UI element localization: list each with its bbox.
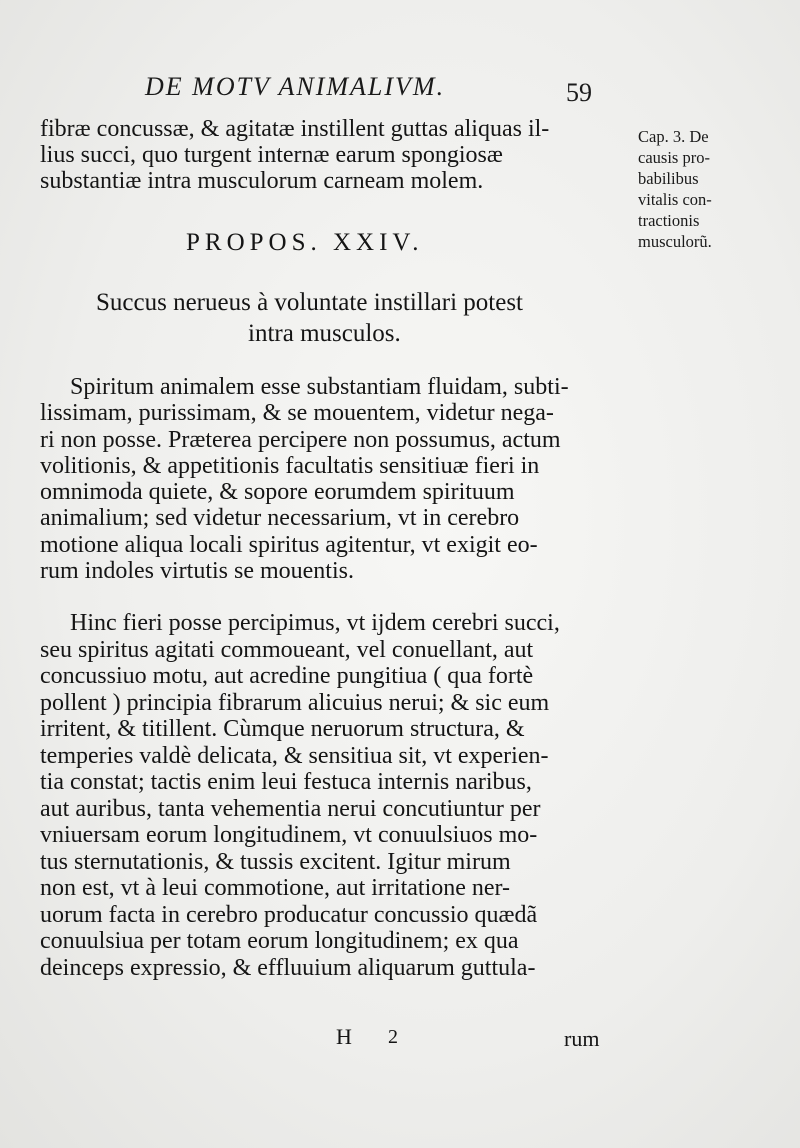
text-line: volitionis, & appetitionis facultatis sensitiuæ fieri in bbox=[40, 452, 540, 479]
signature-number: 2 bbox=[388, 1026, 398, 1048]
text-line: concussiuo motu, aut acredine pungitiua ( qua fortè bbox=[40, 663, 534, 689]
page-number: 59 bbox=[566, 78, 592, 107]
text-line: pollent ) principia fibrarum alicuius nerui; & sic eum bbox=[40, 689, 550, 716]
show-through-texture bbox=[150, 190, 620, 220]
text-line: deinceps expressio, & effluuium aliquarum guttula- bbox=[40, 954, 536, 981]
marginal-note-line: causis pro- bbox=[638, 148, 710, 167]
marginal-note-line: vitalis con- bbox=[638, 190, 712, 209]
text-line: irritent, & titillent. Cùmque neruorum structura, & bbox=[40, 716, 525, 742]
text-line: ri non posse. Præterea percipere non possumus, actum bbox=[40, 426, 561, 453]
text-line: omnimoda quiete, & sopore eorumdem spirituum bbox=[40, 479, 515, 506]
marginal-note-line: Cap. 3. De bbox=[638, 127, 709, 146]
text-line: seu spiritus agitati commoueant, vel conuellant, aut bbox=[40, 636, 534, 663]
marginal-note-line: babilibus bbox=[638, 169, 699, 188]
text-line: uorum facta in cerebro producatur concussio quædã bbox=[40, 901, 538, 928]
opening-fragment bbox=[40, 116, 630, 194]
text-line: lissimam, purissimam, & se mouentem, videtur nega- bbox=[40, 400, 554, 427]
running-title: DE MOTV ANIMALIVM. bbox=[145, 72, 446, 101]
text-line: tus sternutationis, & tussis excitent. Igitur mirum bbox=[40, 848, 511, 875]
text-line: temperies valdè delicata, & sensitiua sit, vt experien- bbox=[40, 742, 549, 769]
text-line: aut auribus, tanta vehementia nerui concutiuntur per bbox=[40, 795, 541, 822]
text-line: conuulsiua per totam eorum longitudinem; ex qua bbox=[40, 928, 519, 954]
text-line: animalium; sed videtur necessarium, vt in cerebro bbox=[40, 505, 520, 532]
statement-line: Succus nerueus à voluntate instillari potest bbox=[96, 289, 523, 316]
proposition-heading: PROPOS. XXIV. bbox=[186, 229, 424, 256]
text-line: rum indoles virtutis se mouentis. bbox=[40, 558, 354, 585]
text-line: tia constat; tactis enim leui festuca internis naribus, bbox=[40, 769, 532, 795]
marginal-note-line: musculorũ. bbox=[638, 232, 712, 251]
text-line: vniuersam eorum longitudinem, vt conuulsiuos mo- bbox=[40, 822, 538, 848]
text-line: substantiæ intra musculorum carneam molem. bbox=[40, 168, 484, 194]
text-line: non est, vt à leui commotione, aut irritatione ner- bbox=[40, 875, 511, 901]
text-line: fibræ concussæ, & agitatæ instillent guttas aliquas il- bbox=[40, 116, 550, 142]
marginal-note-line: tractionis bbox=[638, 211, 700, 230]
marginal-note bbox=[638, 126, 750, 252]
catchword: rum bbox=[564, 1026, 600, 1051]
paragraph-1 bbox=[40, 374, 630, 584]
text-line: Hinc fieri posse percipimus, vt ijdem cerebri succi, bbox=[70, 610, 560, 636]
text-line: Spiritum animalem esse substantiam fluidam, subti- bbox=[70, 374, 569, 400]
text-line: lius succi, quo turgent internæ earum spongiosæ bbox=[40, 142, 503, 168]
proposition-statement bbox=[96, 287, 576, 349]
signature-mark: H bbox=[336, 1024, 352, 1049]
statement-line: intra musculos. bbox=[248, 320, 401, 347]
paragraph-2 bbox=[40, 610, 630, 981]
text-line: motione aliqua locali spiritus agitentur, vt exigit eo- bbox=[40, 531, 538, 558]
